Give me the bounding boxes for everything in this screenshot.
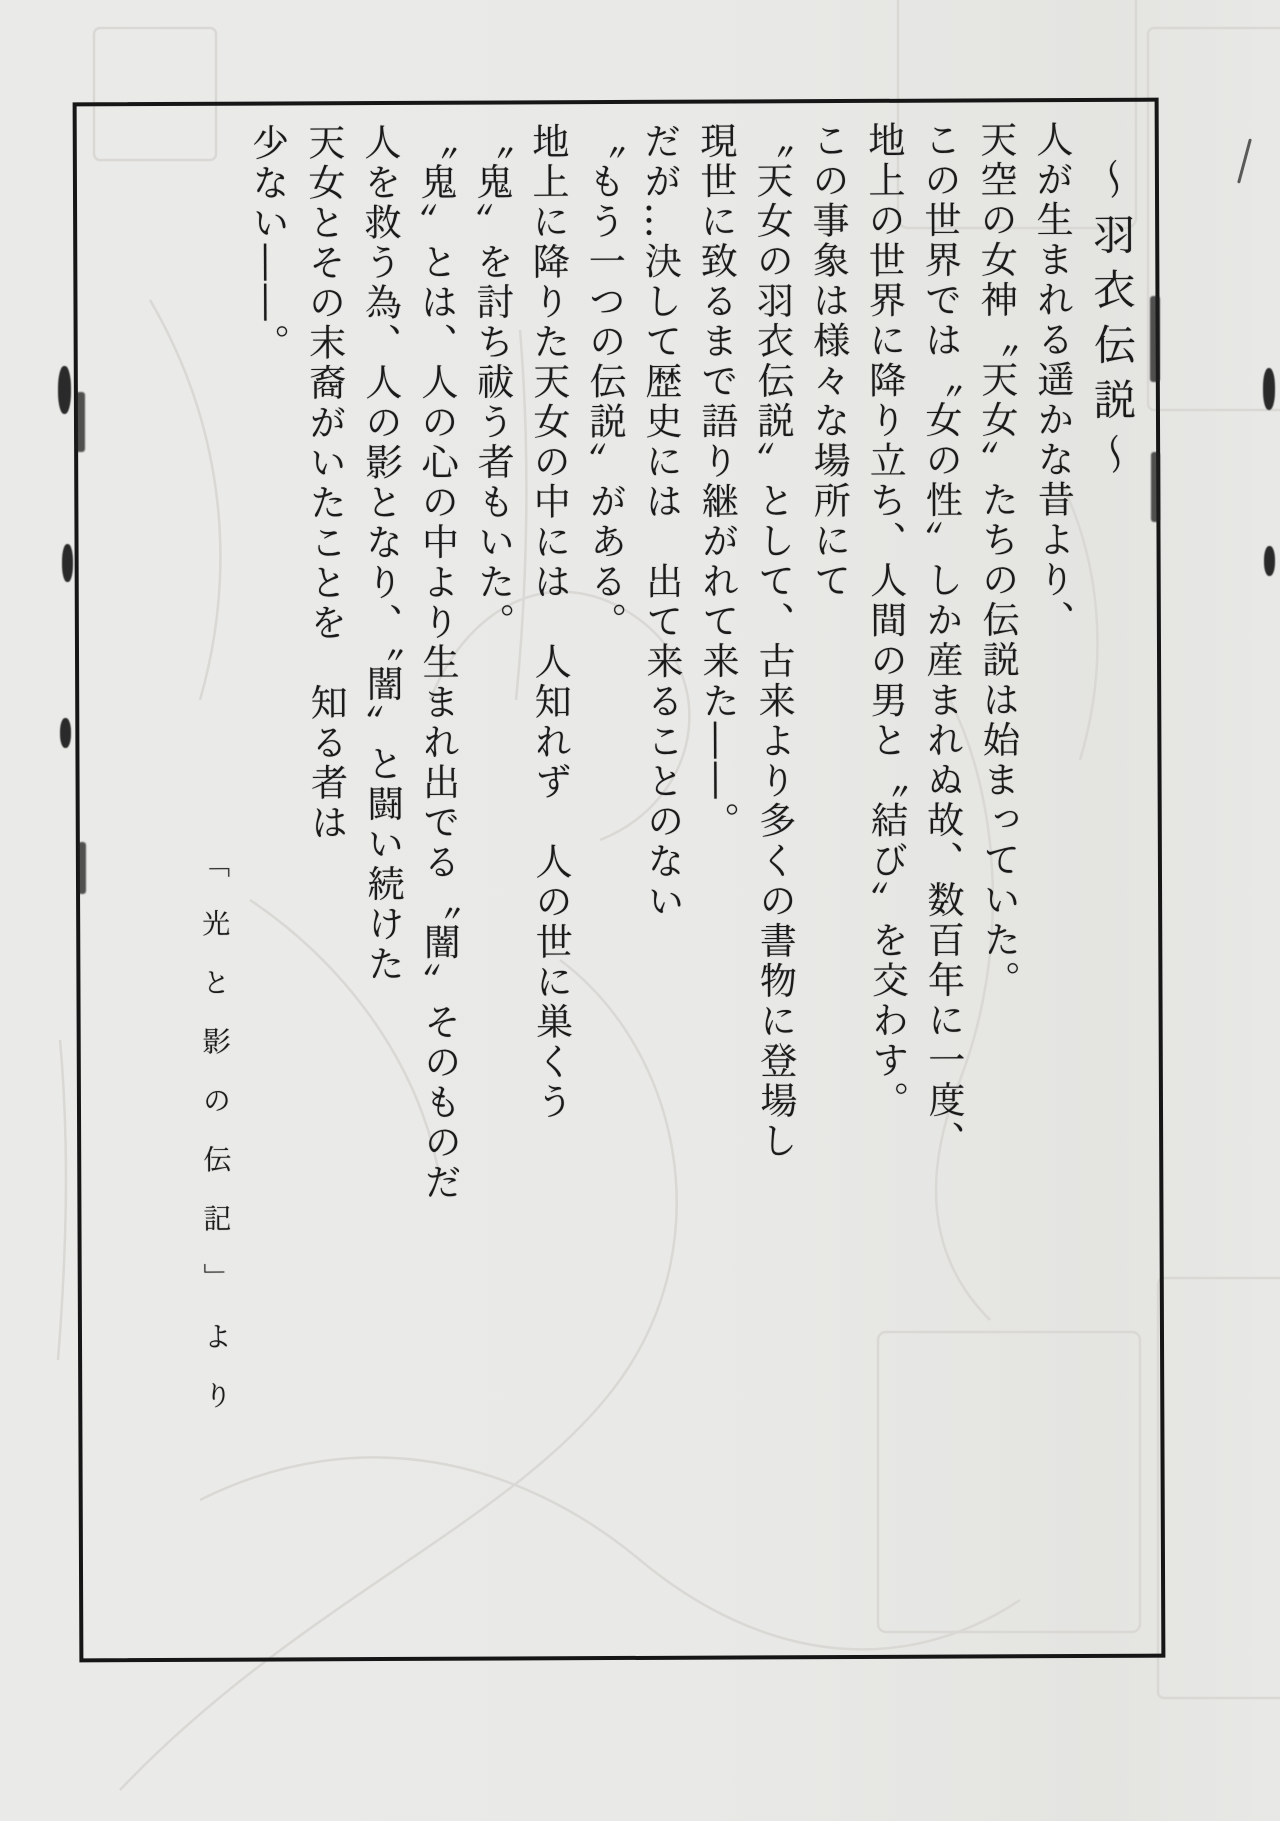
text-column-5: この事象は様々な場所にて xyxy=(805,120,851,602)
manuscript-frame xyxy=(73,98,1166,1663)
text-column-10: 地上に降りた天女の中には 人知れず 人の世に巣くう xyxy=(525,122,574,1123)
text-column-4: 地上の世界に降り立ち、人間の男と〝結び〟を交わす。 xyxy=(861,120,910,1121)
ink-blot-right-border xyxy=(1151,452,1160,522)
scan-artifact xyxy=(1263,368,1275,410)
source-attribution: 「光と影の伝記」より xyxy=(197,849,234,1440)
text-column-11: 〝鬼〟を討ち祓う者もいた。 xyxy=(469,122,515,643)
scan-artifact xyxy=(58,366,71,414)
text-column-8: だが…決して歴史には 出て来ることのない xyxy=(637,121,685,922)
text-column-2: 天空の女神〝天女〟たちの伝説は始まっていた。 xyxy=(973,120,1021,1001)
text-column-7: 現世に致るまで語り継がれて来た――。 xyxy=(693,121,740,842)
scan-artifact xyxy=(60,718,71,748)
text-column-6: 〝天女の羽衣伝説〟として、古来より多くの書物に登場し xyxy=(749,121,798,1162)
manuscript-text xyxy=(77,102,1162,1659)
text-column-9: 〝もう一つの伝説〟がある。 xyxy=(581,121,627,643)
ink-blot-left-border xyxy=(76,392,85,452)
text-column-1: 人が生まれる遥かな昔より、 xyxy=(1029,120,1075,641)
ink-blot-left-border xyxy=(78,842,86,894)
text-column-12: 〝鬼〟とは、人の心の中より生まれ出でる〝闇〟そのものだ xyxy=(413,122,462,1203)
text-column-14: 天女とその末裔がいたことを 知る者は xyxy=(301,123,348,844)
scan-artifact xyxy=(1264,546,1275,576)
text-column-3: この世界では〝女の性〟しか産まれぬ故、数百年に一度、 xyxy=(917,120,966,1161)
text-column-13: 人を救う為、人の影となり、〝闇〟と闘い続けた xyxy=(357,122,405,985)
ink-blot-right-border xyxy=(1150,296,1160,382)
scan-artifact xyxy=(62,544,73,582)
text-column-15: 少ない――。 xyxy=(245,123,290,364)
page-title: 〜羽衣伝説〜 xyxy=(1086,157,1138,488)
